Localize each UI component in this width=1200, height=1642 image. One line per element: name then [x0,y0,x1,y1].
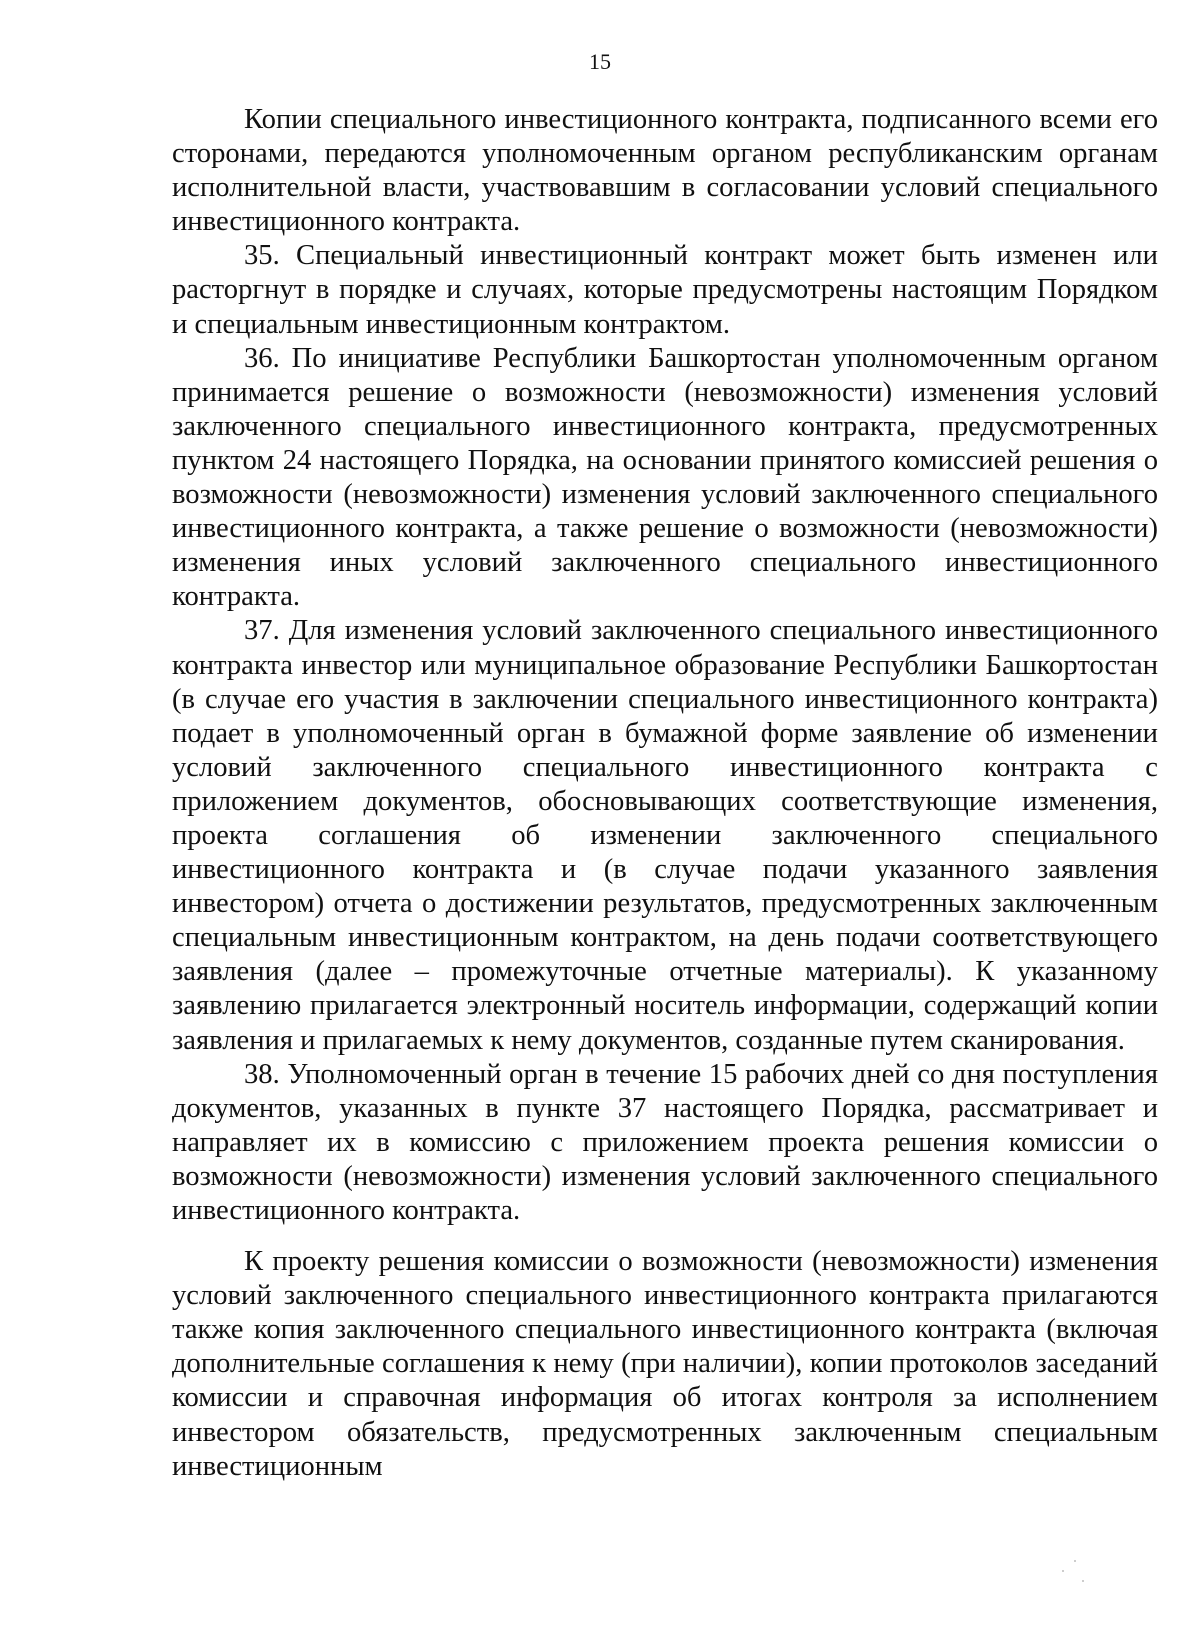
paragraph-contract-copies: Копии специального инвестиционного контракта, подписанного всеми его сторонами, передаются уполномоченным органом республиканским органам исполнительной власти, участвовавшим в согласовании условий специального инвестиционного контракта. [172,104,1158,238]
scan-artifact [1060,1556,1100,1586]
document-body [172,103,1158,1484]
paragraph-attachments: К проекту решения комиссии о возможности (невозможности) изменения условий заключенного специального инвестиционного контракта прилагаются также копия заключенного специального инвестиционного контракта (включая дополнительные соглашения к нему (при наличии), копии протоколов заседаний комиссии и справочная информация об итогах контроля за исполнением инвестором обязательств, предусмотренных заключенным специальным инвестиционным [172,1246,1158,1482]
paragraph-36: 36. По инициативе Республики Башкортостан уполномоченным органом принимается решение о возможности (невозможности) изменения условий заключенного специального инвестиционного контракта, предусмотренных пунктом 24 настоящего Порядка, на основании принятого комиссией решения о возможности (невозможности) изменения условий заключенного специального инвестиционного контракта, а также решение о возможности (невозможности) изменения иных условий заключенного специального инвестиционного контракта. [172,342,1158,613]
paragraph-38: 38. Уполномоченный орган в течение 15 рабочих дней со дня поступления документов, указанных в пункте 37 настоящего Порядка, рассматривает и направляет их в комиссию с приложением проекта решения комиссии о возможности (невозможности) изменения условий заключенного специального инвестиционного контракта. [172,1058,1158,1226]
page-number: 15 [589,49,611,74]
paragraph-37: 37. Для изменения условий заключенного специального инвестиционного контракта инвестор или муниципальное образование Республики Башкортостан (в случае его участия в заключении специального инвестиционного контракта) подает в уполномоченный орган в бумажной форме заявление об изменении условий заключенного специального инвестиционного контракта с приложением документов, обосновывающих соответствующие изменения, проекта соглашения об изменении заключенного специального инвестиционного контракта и (в случае подачи указанного заявления инвестором) отчета о достижении результатов, предусмотренных заключенным специальным инвестиционным контрактом, на день подачи соответствующего заявления (далее – промежуточные отчетные материалы). К указанному заявлению прилагается электронный носитель информации, содержащий копии заявления и прилагаемых к нему документов, созданные путем сканирования. [172,615,1158,1056]
paragraph-35: 35. Специальный инвестиционный контракт может быть изменен или расторгнут в порядке и случаях, которые предусмотрены настоящим Порядком и специальным инвестиционным контрактом. [172,240,1158,340]
